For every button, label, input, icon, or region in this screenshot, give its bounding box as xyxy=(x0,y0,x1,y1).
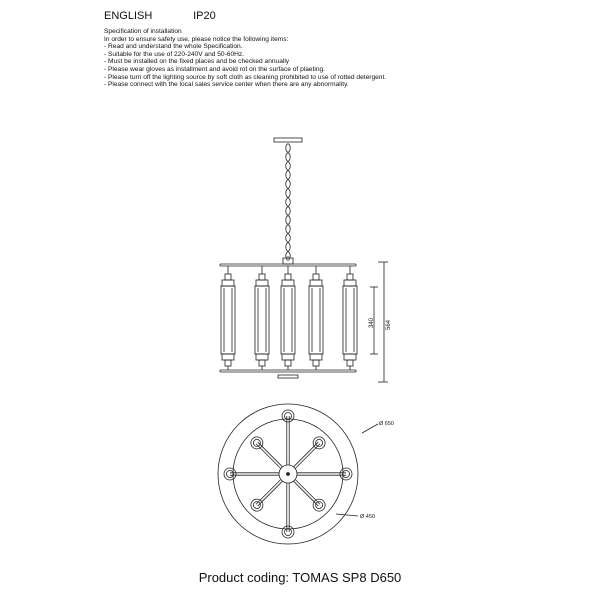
socket xyxy=(224,468,236,480)
arm xyxy=(282,483,294,538)
chain-link xyxy=(286,216,290,224)
chain-link xyxy=(286,234,290,242)
socket xyxy=(251,499,263,511)
spec-title: Specification of installation xyxy=(104,28,182,35)
spec-item: - Please turn off the lighting source by soft cloth as cleaning prohibited to use of rotted detergent. xyxy=(104,73,387,81)
spec-intro: In order to ensure safety use, please notice the following items: xyxy=(104,35,289,43)
chain-link xyxy=(286,153,290,161)
language-label: ENGLISH xyxy=(104,10,153,22)
arm xyxy=(294,480,326,512)
chain-link xyxy=(286,189,290,197)
arm xyxy=(294,437,326,469)
socket xyxy=(340,468,352,480)
glass-tube xyxy=(281,266,295,370)
chain-link xyxy=(286,243,290,251)
top-view xyxy=(218,404,378,544)
socket xyxy=(313,499,325,511)
ip-rating: IP20 xyxy=(193,10,216,22)
arm xyxy=(282,410,294,465)
chain-link xyxy=(286,171,290,179)
chain-link xyxy=(286,198,290,206)
socket xyxy=(251,437,263,449)
total-height-label: 564 xyxy=(386,319,392,330)
chain-link xyxy=(286,144,290,152)
glass-tube xyxy=(255,266,269,370)
spec-item: - Must be installed on the fixed places and be checked annually xyxy=(104,58,290,66)
arm xyxy=(251,480,283,512)
spec-item: - Read and understand the whole Specification. xyxy=(104,43,243,51)
chain-link xyxy=(286,225,290,233)
arm xyxy=(297,468,352,480)
ceiling-canopy xyxy=(274,138,302,142)
glass-tubes xyxy=(221,266,357,370)
glass-tube xyxy=(343,266,357,370)
shade-height-label: 340 xyxy=(369,317,375,328)
arm xyxy=(251,437,283,469)
spec-item: - Please wear gloves as installment and avoid rot on the surface of plaeting. xyxy=(104,65,326,73)
socket xyxy=(282,410,294,422)
glass-tube xyxy=(221,266,235,370)
inner-diameter-label: Ø 450 xyxy=(360,514,375,520)
chain-link xyxy=(286,180,290,188)
glass-tube xyxy=(309,266,323,370)
arm xyxy=(224,468,279,480)
outer-diameter-label: Ø 650 xyxy=(379,421,394,427)
socket xyxy=(313,437,325,449)
chain-link xyxy=(286,162,290,170)
spec-item: - Suitable for the use of 220-240V and 50-60Hz. xyxy=(104,50,245,58)
hub-bottom xyxy=(278,375,298,378)
hub-top xyxy=(283,258,293,264)
socket xyxy=(282,526,294,538)
chain-link xyxy=(286,207,290,215)
spec-item: - Please connect with the local sales service center when there are any abnormality. xyxy=(104,81,349,89)
product-coding: Product coding: TOMAS SP8 D650 xyxy=(198,570,402,585)
suspension-chain xyxy=(286,144,290,260)
